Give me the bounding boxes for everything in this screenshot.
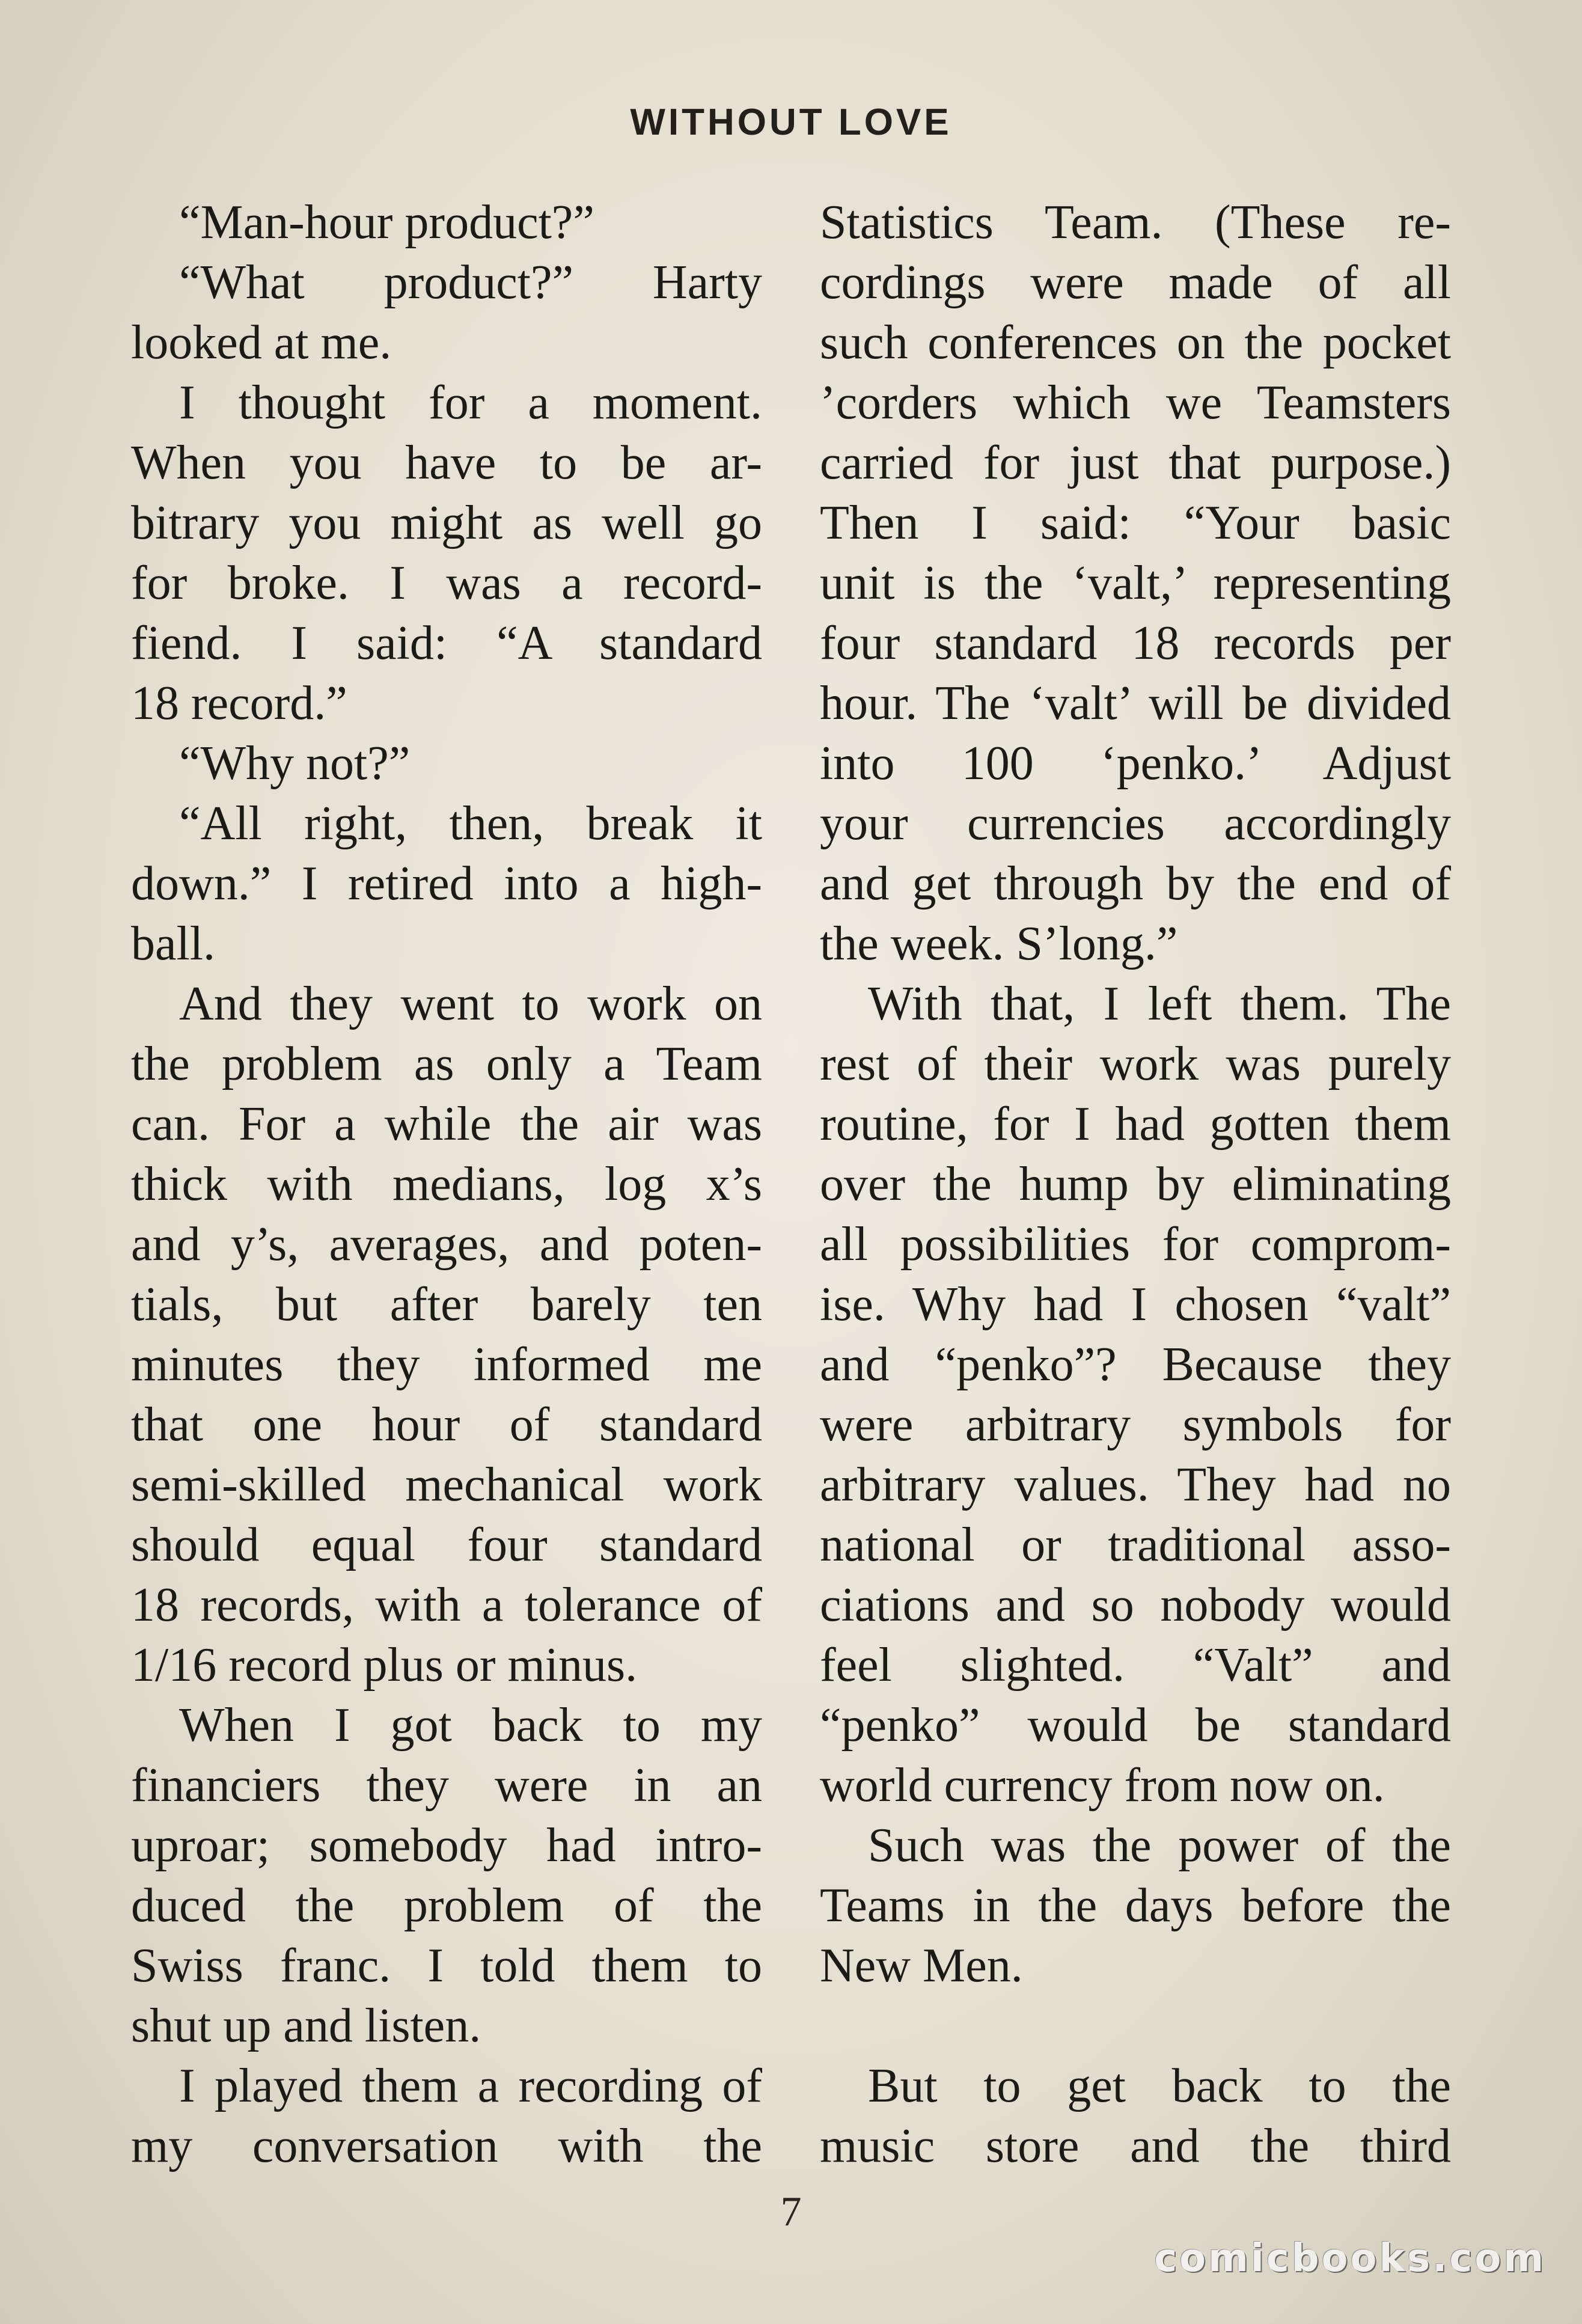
text-line: such conferences on the pocket [820,316,1451,369]
text-line: ciations and so nobody would [820,1579,1451,1631]
running-head: WITHOUT LOVE [630,102,952,143]
text-line: ball. [131,917,215,970]
text-line: I thought for a moment. [179,376,762,429]
text-line: thick with medians, log x’s [131,1158,762,1211]
text-line: duced the problem of the [131,1879,762,1932]
text-line: world currency from now on. [820,1759,1385,1812]
text-line: were arbitrary symbols for [820,1398,1451,1451]
text-line: tials, but after barely ten [131,1278,762,1331]
text-line: arbitrary values. They had no [820,1458,1451,1511]
text-line: “Man-hour product?” [179,196,594,249]
text-line: can. For a while the air was [131,1098,762,1151]
text-line: the problem as only a Team [131,1038,762,1090]
text-line: down.” I retired into a high- [131,857,762,910]
text-line: Teams in the days before the [820,1879,1451,1932]
text-line: the week. S’long.” [820,917,1178,970]
left-column [131,192,762,2176]
text-line: fiend. I said: “A standard [131,617,762,670]
text-line: Statistics Team. (These re- [820,196,1451,249]
paragraph-break [820,1996,1451,2056]
text-line: over the hump by eliminating [820,1158,1451,1211]
text-line: Then I said: “Your basic [820,497,1451,549]
text-line: rest of their work was purely [820,1038,1451,1090]
text-line: ’corders which we Teamsters [820,376,1451,429]
text-line: national or traditional asso- [820,1518,1451,1571]
text-line: ise. Why had I chosen “valt” [820,1278,1451,1331]
text-line: feel slighted. “Valt” and [820,1639,1451,1692]
page-number: 7 [780,2189,802,2235]
right-column [820,192,1451,2176]
text-line: When I got back to my [179,1699,762,1752]
text-line: your currencies accordingly [820,797,1451,850]
text-line: semi-skilled mechanical work [131,1458,762,1511]
text-line: music store and the third [820,2120,1451,2173]
text-line: bitrary you might as well go [131,497,762,549]
text-line: minutes they informed me [131,1338,762,1391]
text-line: “penko” would be standard [820,1699,1451,1752]
text-line: looked at me. [131,316,392,369]
text-line: four standard 18 records per [820,617,1451,670]
text-line: routine, for I had gotten them [820,1098,1451,1151]
text-line: and y’s, averages, and poten- [131,1218,762,1271]
text-line: into 100 ‘penko.’ Adjust [820,737,1451,790]
text-line: my conversation with the [131,2120,762,2173]
text-line: all possibilities for comprom- [820,1218,1451,1271]
text-line: 18 records, with a tolerance of [131,1579,762,1631]
text-line: and “penko”? Because they [820,1338,1451,1391]
text-line: “All right, then, break it [179,797,762,850]
text-line: uproar; somebody had intro- [131,1819,762,1872]
text-line: I played them a recording of [179,2059,762,2112]
text-line: that one hour of standard [131,1398,762,1451]
text-line: And they went to work on [179,977,762,1030]
text-line: But to get back to the [868,2059,1451,2112]
text-line: unit is the ‘valt,’ representing [820,557,1451,610]
text-line: for broke. I was a record- [131,557,762,610]
watermark-logo: comicbooks.com [1154,2236,1546,2281]
text-line: When you have to be ar- [131,436,762,489]
text-line: carried for just that purpose.) [820,436,1451,489]
text-line: “What product?” Harty [179,256,762,309]
text-line: 1/16 record plus or minus. [131,1639,638,1692]
text-line: Swiss franc. I told them to [131,1939,762,1992]
text-line: New Men. [820,1939,1023,1992]
text-line: cordings were made of all [820,256,1451,309]
text-line: 18 record.” [131,677,347,730]
text-line: should equal four standard [131,1518,762,1571]
text-line: Such was the power of the [868,1819,1451,1872]
text-line: financiers they were in an [131,1759,762,1812]
text-line: shut up and listen. [131,1999,481,2052]
text-line: hour. The ‘valt’ will be divided [820,677,1451,730]
text-line: “Why not?” [179,737,411,790]
text-line: With that, I left them. The [868,977,1451,1030]
text-line: and get through by the end of [820,857,1451,910]
